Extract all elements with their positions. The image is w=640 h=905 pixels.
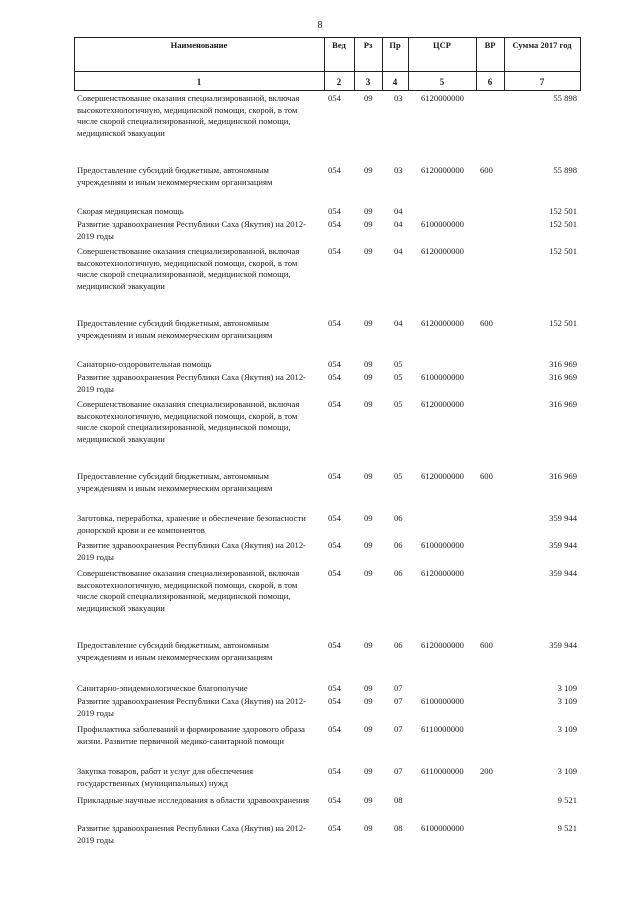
row-pr: 08 xyxy=(394,823,403,833)
row-name: Совершенствование оказания специализированной, включая высокотехнологичную, медицинской помощи, скорой, в том числе скорой специализированной, медицинской помощи, медицинской эвакуации xyxy=(77,246,300,291)
row-sum: 152 501 xyxy=(549,206,577,216)
row-ved: 054 xyxy=(328,640,341,650)
column-number: 3 xyxy=(365,77,371,87)
row-ved: 054 xyxy=(328,513,341,523)
row-name: Санитарно-эпидемиологическое благополучие xyxy=(77,683,248,693)
row-csr: 6100000000 xyxy=(421,372,464,382)
row-csr: 6120000000 xyxy=(421,640,464,650)
column-divider xyxy=(580,37,581,91)
row-name: Развитие здравоохранения Республики Саха (Якутия) на 2012-2019 годы xyxy=(77,540,307,562)
row-name: Предоставление субсидий бюджетным, автономным учреждениям и иным некоммерческим организациям xyxy=(77,471,273,493)
row-vr: 600 xyxy=(480,165,493,175)
row-csr: 6110000000 xyxy=(421,724,464,734)
column-number: 5 xyxy=(439,77,445,87)
column-number: 6 xyxy=(487,77,493,87)
row-rz: 09 xyxy=(364,823,373,833)
row-rz: 09 xyxy=(364,318,373,328)
header-csr: ЦСР xyxy=(433,40,451,50)
row-ved: 054 xyxy=(328,372,341,382)
row-sum: 316 969 xyxy=(549,359,577,369)
row-name: Совершенствование оказания специализированной, включая высокотехнологичную, медицинской помощи, скорой, в том числе скорой специализированной, медицинской помощи, медицинской эвакуации xyxy=(77,568,300,613)
row-pr: 04 xyxy=(394,318,403,328)
row-pr: 03 xyxy=(394,93,403,103)
row-sum: 3 109 xyxy=(557,683,577,693)
row-pr: 06 xyxy=(394,640,403,650)
row-name: Предоставление субсидий бюджетным, автономным учреждениям и иным некоммерческим организациям xyxy=(77,318,273,340)
header-rz: Рз xyxy=(363,40,373,50)
row-pr: 05 xyxy=(394,471,403,481)
row-pr: 05 xyxy=(394,372,403,382)
row-ved: 054 xyxy=(328,318,341,328)
column-number: 7 xyxy=(539,77,545,87)
row-pr: 06 xyxy=(394,540,403,550)
row-csr: 6120000000 xyxy=(421,318,464,328)
row-rz: 09 xyxy=(364,471,373,481)
row-ved: 054 xyxy=(328,399,341,409)
row-sum: 359 944 xyxy=(549,640,577,650)
row-sum: 3 109 xyxy=(557,724,577,734)
row-ved: 054 xyxy=(328,165,341,175)
row-pr: 03 xyxy=(394,165,403,175)
row-rz: 09 xyxy=(364,219,373,229)
row-csr: 6100000000 xyxy=(421,219,464,229)
row-csr: 6120000000 xyxy=(421,568,464,578)
row-rz: 09 xyxy=(364,640,373,650)
row-rz: 09 xyxy=(364,568,373,578)
row-sum: 359 944 xyxy=(549,513,577,523)
row-pr: 05 xyxy=(394,359,403,369)
row-rz: 09 xyxy=(364,206,373,216)
row-rz: 09 xyxy=(364,372,373,382)
row-ved: 054 xyxy=(328,766,341,776)
row-ved: 054 xyxy=(328,795,341,805)
row-name: Прикладные научные исследования в области здравоохранения xyxy=(77,795,310,805)
row-ved: 054 xyxy=(328,206,341,216)
column-number: 1 xyxy=(196,77,202,87)
row-csr: 6110000000 xyxy=(421,766,464,776)
table-header xyxy=(74,37,581,91)
row-vr: 600 xyxy=(480,640,493,650)
row-sum: 152 501 xyxy=(549,246,577,256)
row-pr: 07 xyxy=(394,766,403,776)
row-ved: 054 xyxy=(328,683,341,693)
row-sum: 152 501 xyxy=(549,318,577,328)
column-number: 2 xyxy=(336,77,342,87)
row-name: Предоставление субсидий бюджетным, автономным учреждениям и иным некоммерческим организациям xyxy=(77,165,273,187)
row-pr: 04 xyxy=(394,219,403,229)
header-ved: Вед xyxy=(332,40,346,50)
row-name: Развитие здравоохранения Республики Саха (Якутия) на 2012-2019 годы xyxy=(77,696,307,718)
row-name: Развитие здравоохранения Республики Саха (Якутия) на 2012-2019 годы xyxy=(77,823,307,845)
row-csr: 6100000000 xyxy=(421,540,464,550)
row-rz: 09 xyxy=(364,766,373,776)
header-sum: Сумма 2017 год xyxy=(512,40,572,50)
row-pr: 07 xyxy=(394,724,403,734)
header-vr: ВР xyxy=(484,40,496,50)
row-ved: 054 xyxy=(328,568,341,578)
row-rz: 09 xyxy=(364,246,373,256)
row-csr: 6120000000 xyxy=(421,246,464,256)
header-name: Наименование xyxy=(170,40,228,50)
row-csr: 6120000000 xyxy=(421,471,464,481)
row-ved: 054 xyxy=(328,93,341,103)
row-sum: 152 501 xyxy=(549,219,577,229)
row-name: Профилактика заболеваний и формирование здорового образа жизни. Развитие первичной медико-санитарной помощи xyxy=(77,724,305,746)
row-vr: 600 xyxy=(480,471,493,481)
row-name: Предоставление субсидий бюджетным, автономным учреждениям и иным некоммерческим организациям xyxy=(77,640,273,662)
row-rz: 09 xyxy=(364,165,373,175)
row-sum: 3 109 xyxy=(557,696,577,706)
row-csr: 6100000000 xyxy=(421,696,464,706)
row-rz: 09 xyxy=(364,724,373,734)
row-rz: 09 xyxy=(364,696,373,706)
row-sum: 55 898 xyxy=(553,165,577,175)
row-sum: 316 969 xyxy=(549,372,577,382)
row-sum: 316 969 xyxy=(549,471,577,481)
row-ved: 054 xyxy=(328,724,341,734)
row-pr: 06 xyxy=(394,568,403,578)
row-pr: 05 xyxy=(394,399,403,409)
row-pr: 07 xyxy=(394,696,403,706)
row-pr: 08 xyxy=(394,795,403,805)
row-csr: 6120000000 xyxy=(421,93,464,103)
row-vr: 200 xyxy=(480,766,493,776)
row-name: Развитие здравоохранения Республики Саха (Якутия) на 2012-2019 годы xyxy=(77,219,307,241)
row-rz: 09 xyxy=(364,359,373,369)
row-ved: 054 xyxy=(328,219,341,229)
row-sum: 359 944 xyxy=(549,540,577,550)
row-rz: 09 xyxy=(364,683,373,693)
page-number: 8 xyxy=(317,20,323,31)
row-sum: 3 109 xyxy=(557,766,577,776)
header-pr: Пр xyxy=(389,40,401,50)
row-rz: 09 xyxy=(364,540,373,550)
column-number: 4 xyxy=(392,77,398,87)
row-rz: 09 xyxy=(364,93,373,103)
row-ved: 054 xyxy=(328,246,341,256)
row-rz: 09 xyxy=(364,399,373,409)
row-name: Совершенствование оказания специализированной, включая высокотехнологичную, медицинской помощи, скорой, в том числе скорой специализированной, медицинской помощи, медицинской эвакуации xyxy=(77,399,300,444)
row-name: Санаторно-оздоровительная помощь xyxy=(77,359,212,369)
row-name: Закупка товаров, работ и услуг для обеспечения государственных (муниципальных) нужд xyxy=(77,766,254,788)
row-sum: 316 969 xyxy=(549,399,577,409)
row-vr: 600 xyxy=(480,318,493,328)
row-pr: 04 xyxy=(394,246,403,256)
row-rz: 09 xyxy=(364,795,373,805)
row-pr: 04 xyxy=(394,206,403,216)
row-ved: 054 xyxy=(328,540,341,550)
row-name: Заготовка, переработка, хранение и обеспечение безопасности донорской крови и ее компонентов xyxy=(77,513,306,535)
row-sum: 359 944 xyxy=(549,568,577,578)
row-pr: 06 xyxy=(394,513,403,523)
row-ved: 054 xyxy=(328,471,341,481)
row-rz: 09 xyxy=(364,513,373,523)
row-csr: 6100000000 xyxy=(421,823,464,833)
row-sum: 55 898 xyxy=(553,93,577,103)
row-ved: 054 xyxy=(328,823,341,833)
row-ved: 054 xyxy=(328,359,341,369)
row-name: Скорая медицинская помощь xyxy=(77,206,184,216)
row-csr: 6120000000 xyxy=(421,165,464,175)
row-sum: 9 521 xyxy=(557,795,577,805)
row-name: Совершенствование оказания специализированной, включая высокотехнологичную, медицинской помощи, скорой, в том числе скорой специализированной, медицинской помощи, медицинской эвакуации xyxy=(77,93,300,138)
row-csr: 6120000000 xyxy=(421,399,464,409)
row-pr: 07 xyxy=(394,683,403,693)
row-ved: 054 xyxy=(328,696,341,706)
row-sum: 9 521 xyxy=(557,823,577,833)
row-name: Развитие здравоохранения Республики Саха (Якутия) на 2012-2019 годы xyxy=(77,372,307,394)
